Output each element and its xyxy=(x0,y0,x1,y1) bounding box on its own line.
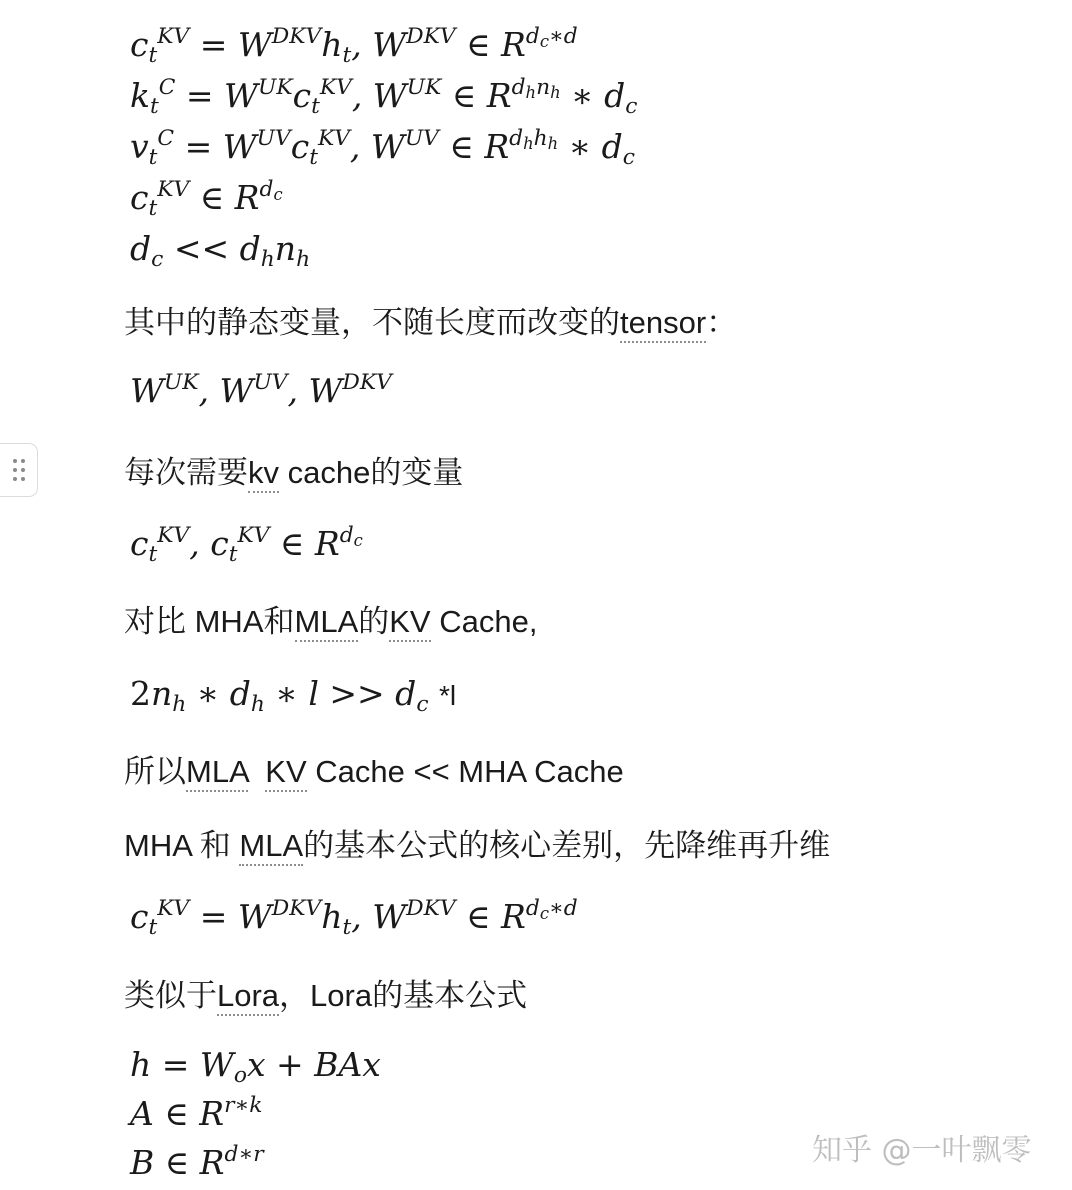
block-drag-handle[interactable] xyxy=(0,443,38,497)
lora-prefix: 类似于 xyxy=(124,978,217,1013)
core-suffix: 的基本公式的核心差别，先降维再升维 xyxy=(303,828,831,863)
compare-prefix: 对比 MHA和 xyxy=(124,604,295,639)
paragraph-mla-cache-smaller xyxy=(124,756,624,787)
zhihu-watermark: 知乎 @一叶飘零 xyxy=(812,1133,1032,1168)
paragraph-lora-analogy xyxy=(124,980,527,1011)
term-link-kv[interactable]: kv xyxy=(248,455,279,493)
formula-ckv-space: $c_t^{KV}$ ∈ $R^{d_c}$ xyxy=(130,176,283,222)
drag-handle-icon xyxy=(13,459,27,483)
paragraph-core-difference xyxy=(124,830,830,861)
formula-static-weights: $W^{UK}$, $W^{UV}$, $W^{DKV}$ xyxy=(130,369,392,410)
so-suffix: Cache << MHA Cache xyxy=(306,754,624,789)
formula-lora-b-shape: B ∈ $R^{d∗r}$ xyxy=(130,1141,264,1182)
static-vars-text: 其中的静态变量，不随长度而改变的 xyxy=(124,305,620,340)
kv-vars-suffix: cache的变量 xyxy=(279,455,464,490)
term-link-mla[interactable]: MLA xyxy=(295,604,359,642)
paragraph-compare-mha-mla xyxy=(124,606,537,637)
static-vars-colon: ： xyxy=(706,305,738,340)
term-link-mla-2[interactable]: MLA xyxy=(186,754,248,792)
term-link-kv-upper[interactable]: KV xyxy=(389,604,430,642)
formula-kc-definition: $k_t^C = W^{UK}c_t^{KV}$, $W^{UK}$ ∈ $R^{d_hn_h}$ ∗ $d_c$ xyxy=(130,74,638,120)
core-prefix: MHA 和 xyxy=(124,828,240,863)
compare-mid: 的 xyxy=(358,604,390,639)
formula-vc-definition: $v_t^C = W^{UV}c_t^{KV}$, $W^{UV}$ ∈ $R^{d_hh_h}$ ∗ $d_c$ xyxy=(130,125,635,171)
so-space xyxy=(248,754,265,789)
kv-vars-prefix: 每次需要 xyxy=(124,455,248,490)
term-link-mla-3[interactable]: MLA xyxy=(239,828,303,866)
compare-suffix: Cache, xyxy=(430,604,538,639)
term-link-lora[interactable]: Lora xyxy=(217,978,279,1016)
lora-suffix: ，Lora的基本公式 xyxy=(279,978,528,1013)
term-link-tensor[interactable]: tensor xyxy=(620,305,706,343)
formula-lora-update: $h = W_ox$ + BAx xyxy=(130,1045,381,1089)
so-prefix: 所以 xyxy=(124,754,186,789)
formula-cache-size-compare: $2n_h$ ∗ $d_h$ ∗ $l >> d_c$ *l xyxy=(130,674,457,718)
formula-lora-a-shape: A ∈ $R^{r∗k}$ xyxy=(130,1092,263,1133)
formula-ckv-definition-repeat: $c_t^{KV} = W^{DKV}h_t$, $W^{DKV}$ ∈ $R^{d_c∗d}$ xyxy=(130,895,578,941)
paragraph-kv-cache-variables xyxy=(124,457,463,488)
formula-cached-latents: $c_t^{KV}$, $c_t^{KV}$ ∈ $R^{d_c}$ xyxy=(130,522,363,568)
formula-dc-inequality: $d_c << d_hn_h$ xyxy=(130,229,311,273)
formula-ckv-definition: $c_t^{KV} = W^{DKV}h_t$, $W^{DKV}$ ∈ $R^{d_c∗d}$ xyxy=(130,23,578,69)
term-link-kv-2[interactable]: KV xyxy=(265,754,306,792)
paragraph-static-variables xyxy=(124,307,737,338)
